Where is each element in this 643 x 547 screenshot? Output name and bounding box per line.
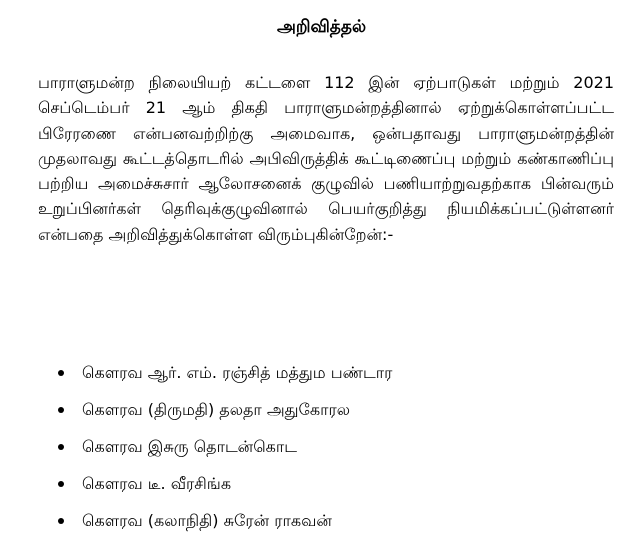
notice-title: அறிவித்தல் [276,17,367,37]
list-item [58,473,618,510]
member-list [58,362,618,547]
bullet-icon [58,518,64,524]
member-name: கௌரவ டீ. வீரசிங்க [82,474,232,493]
list-item [58,436,618,473]
list-item [58,510,618,547]
member-name: கௌரவ (திருமதி) தலதா அதுகோரல [82,400,351,419]
notice-paragraph: பாராளுமன்ற நிலையியற் கட்டளை 112 இன் ஏற்பாடுகள் மற்றும் 2021 செப்டெம்பர் 21 ஆம் திகதி பாராளுமன்றத்தினால் ஏற்றுக்கொள்ளப்பட்ட பிரேரணை என்பனவற்றிற்கு அமைவாக, ஒன்பதாவது பாராளுமன்றத்தின் முதலாவது கூட்டத்தொடரில் அபிவிருத்திக் கூட்டிணைப்பு மற்றும் கண்காணிப்பு பற்றிய அமைச்சுசார் ஆலோசனைக் குழுவில் பணியாற்றுவதற்காக பின்வரும் உறுப்பினர்கள் தெரிவுக்குழுவினால் பெயர்குறித்து நியமிக்கப்பட்டுள்ளனர் என்பதை அறிவித்துக்கொள்ள விரும்புகின்றேன்:- [38,73,614,244]
member-name: கௌரவ ஆர். எம். ரஞ்சித் மத்தும பண்டார [82,363,393,382]
member-name: கௌரவ (கலாநிதி) சுரேன் ராகவன் [82,511,332,530]
list-item [58,362,618,399]
member-name: கௌரவ இசுரு தொடன்கொட [82,437,297,456]
bullet-icon [58,407,64,413]
bullet-icon [58,481,64,487]
bullet-icon [58,444,64,450]
list-item [58,399,618,436]
bullet-icon [58,370,64,376]
